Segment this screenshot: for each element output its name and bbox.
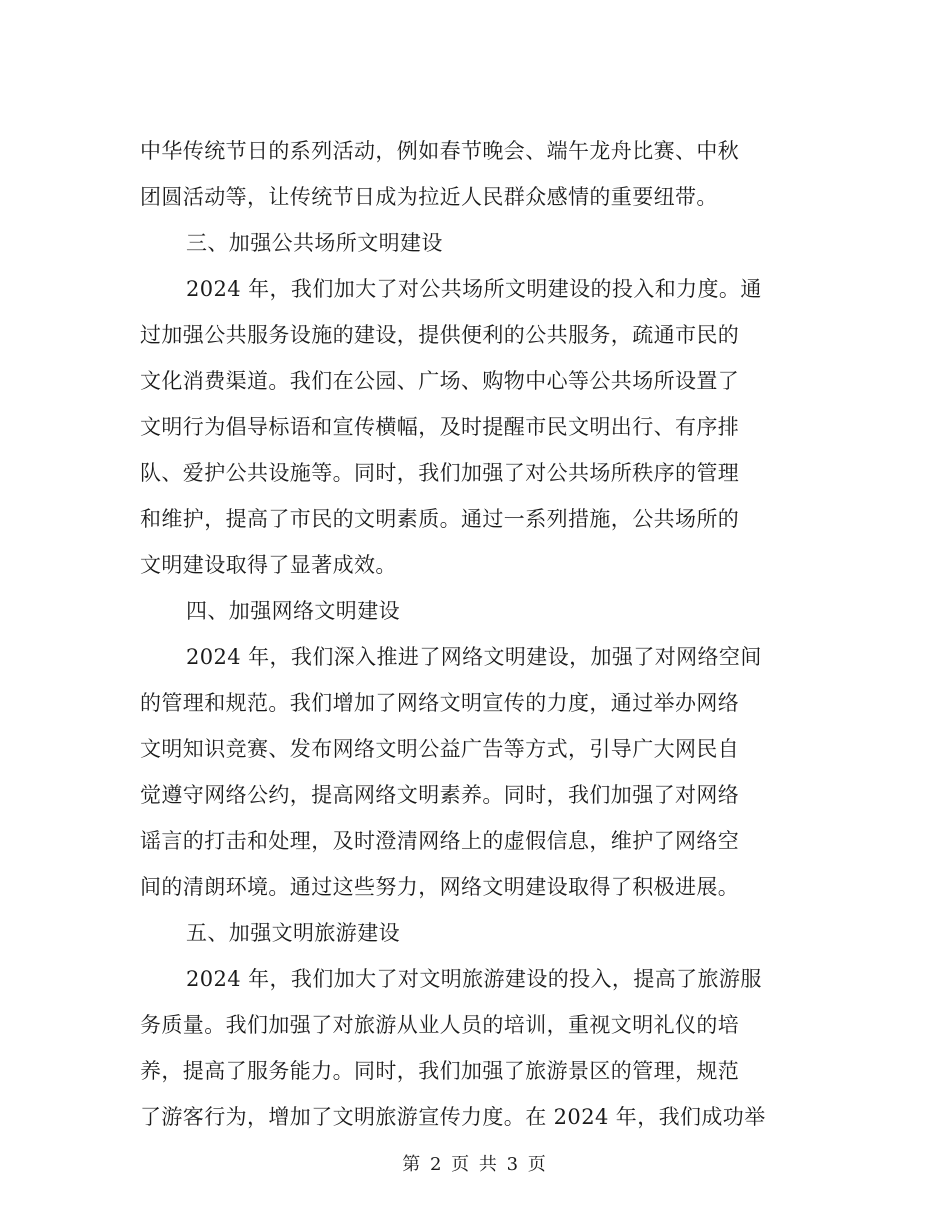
body-line: 务质量。我们加强了对旅游从业人员的培训，重视文明礼仪的培 [140, 1013, 740, 1037]
body-line: 和维护，提高了市民的文明素质。通过一系列措施，公共场所的 [140, 507, 740, 531]
section-heading: 四、加强网络文明建设 [186, 599, 400, 623]
body-line: 团圆活动等，让传统节日成为拉近人民群众感情的重要纽带。 [140, 185, 718, 209]
paragraph-first-line: 2024 年，我们加大了对文明旅游建设的投入，提高了旅游服 [186, 967, 762, 991]
document-body [140, 128, 810, 1140]
body-line: 文明建设取得了显著成效。 [140, 553, 397, 577]
body-line: 文明行为倡导标语和宣传横幅，及时提醒市民文明出行、有序排 [140, 415, 740, 439]
body-line: 文化消费渠道。我们在公园、广场、购物中心等公共场所设置了 [140, 369, 740, 393]
body-line: 谣言的打击和处理，及时澄清网络上的虚假信息，维护了网络空 [140, 829, 740, 853]
section-heading: 五、加强文明旅游建设 [186, 921, 400, 945]
body-line: 中华传统节日的系列活动，例如春节晚会、端午龙舟比赛、中秋 [140, 139, 740, 163]
body-line: 过加强公共服务设施的建设，提供便利的公共服务，疏通市民的 [140, 323, 740, 347]
body-line: 队、爱护公共设施等。同时，我们加强了对公共场所秩序的管理 [140, 461, 740, 485]
body-line: 了游客行为，增加了文明旅游宣传力度。在 2024 年，我们成功举 [140, 1105, 766, 1129]
body-line: 觉遵守网络公约，提高网络文明素养。同时，我们加强了对网络 [140, 783, 740, 807]
body-line: 养，提高了服务能力。同时，我们加强了旅游景区的管理，规范 [140, 1059, 740, 1083]
body-line: 的管理和规范。我们增加了网络文明宣传的力度，通过举办网络 [140, 691, 740, 715]
paragraph-first-line: 2024 年，我们加大了对公共场所文明建设的投入和力度。通 [186, 277, 762, 301]
section-heading: 三、加强公共场所文明建设 [186, 231, 443, 255]
body-line: 文明知识竞赛、发布网络文明公益广告等方式，引导广大网民自 [140, 737, 740, 761]
page-number-footer: 第 2 页 共 3 页 [402, 1154, 548, 1175]
paragraph-first-line: 2024 年，我们深入推进了网络文明建设，加强了对网络空间 [186, 645, 762, 669]
body-line: 间的清朗环境。通过这些努力，网络文明建设取得了积极进展。 [140, 875, 740, 899]
